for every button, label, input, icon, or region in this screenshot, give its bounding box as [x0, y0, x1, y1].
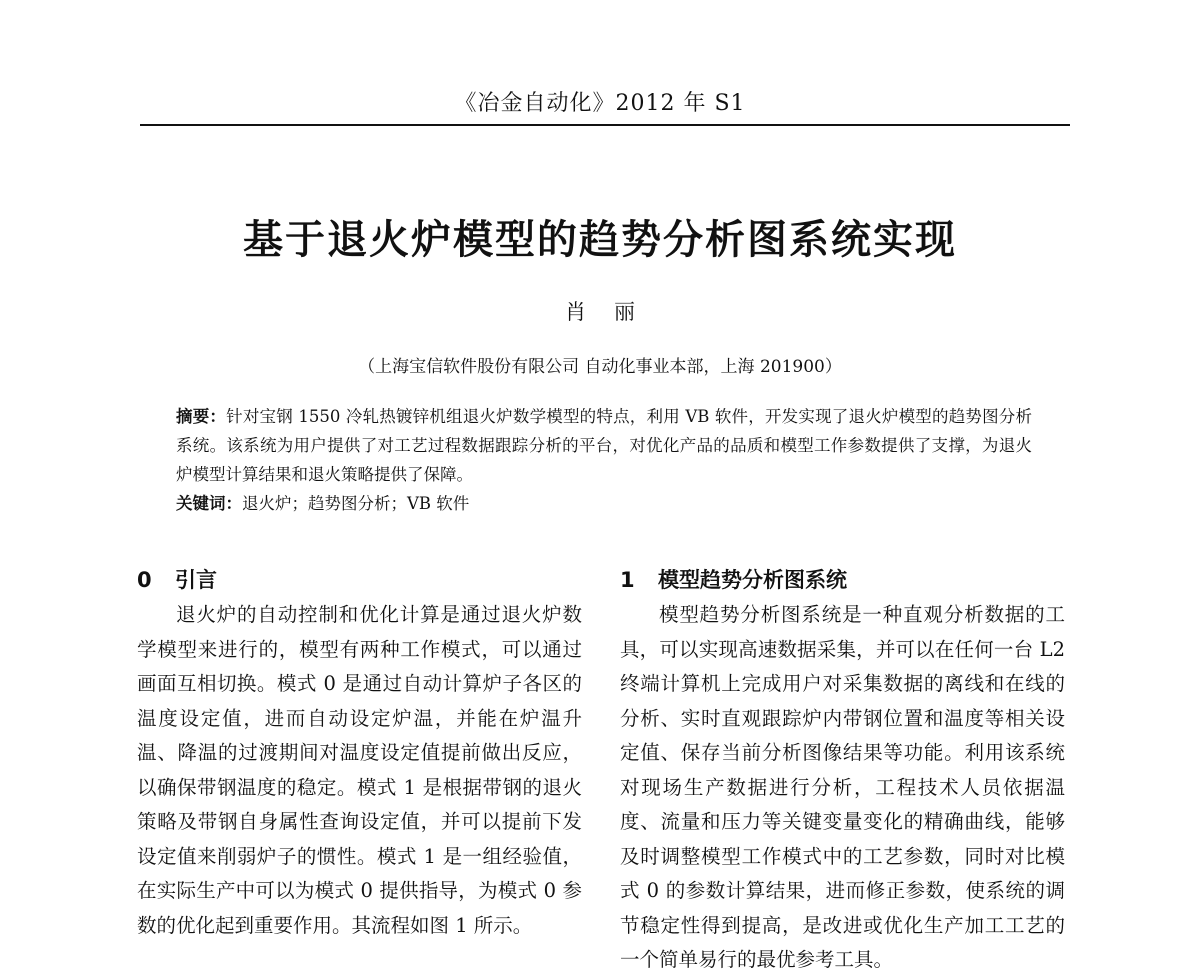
section-body-introduction: 退火炉的自动控制和优化计算是通过退火炉数学模型来进行的，模型有两种工作模式，可以通过画面互相切换。模式 0 是通过自动计算炉子各区的温度设定值，进而自动设定炉温，并能在炉温升温、降温的过渡期间对温度设定值提前做出反应，以确保带钢温度的稳定。模式 1 是根据带钢的退火策略及带钢自身属性查询设定值，并可以提前下发设定值来削弱炉子的惯性。模式 1 是一组经验值，在实际生产中可以为模式 0 提供指导，为模式 0 参数的优化起到重要作用。其流程如图 1 所示。: [137, 603, 582, 937]
paper-title: 基于退火炉模型的趋势分析图系统实现: [243, 217, 957, 263]
abstract-label: 摘要：: [176, 407, 227, 426]
journal-running-header: 《冶金自动化》2012 年 S1: [454, 91, 746, 116]
section-title: 引言: [175, 568, 217, 592]
author-affiliation: （上海宝信软件股份有限公司 自动化事业本部，上海 201900）: [358, 357, 842, 377]
abstract-paragraph: [176, 402, 1032, 489]
section-heading-introduction: [137, 562, 582, 598]
section-number: 1: [620, 568, 635, 592]
section-heading-trend-system: [620, 562, 1065, 598]
section-number: 0: [137, 568, 152, 592]
keywords-text: 退火炉；趋势图分析；VB 软件: [242, 494, 470, 513]
section-body-trend-system: 模型趋势分析图系统是一种直观分析数据的工具，可以实现高速数据采集，并可以在任何一台 L2 终端计算机上完成用户对采集数据的离线和在线的分析、实时直观跟踪炉内带钢位置和温度等相关设定值、保存当前分析图像结果等功能。利用该系统对现场生产数据进行分析，工程技术人员依据温度、流量和压力等关键变量变化的精确曲线，能够及时调整模型工作模式中的工艺参数，同时对比模式 0 的参数计算结果，进而修正参数，使系统的调节稳定性得到提高，是改进或优化生产加工工艺的一个简单易行的最优参考工具。: [620, 603, 1065, 971]
right-column: [620, 562, 1065, 978]
abstract-block: [176, 402, 1032, 518]
keywords-label: 关键词：: [176, 494, 242, 513]
section-title: 模型趋势分析图系统: [658, 568, 847, 592]
header-divider: [140, 124, 1070, 126]
keywords-paragraph: [176, 489, 1032, 518]
left-column: [137, 562, 582, 943]
author-name: 肖丽: [565, 300, 663, 324]
abstract-text: 针对宝钢 1550 冷轧热镀锌机组退火炉数学模型的特点，利用 VB 软件，开发实现了退火炉模型的趋势图分析系统。该系统为用户提供了对工艺过程数据跟踪分析的平台，对优化产品的品质和模型工作参数提供了支撑，为退火炉模型计算结果和退火策略提供了保障。: [176, 407, 1033, 484]
